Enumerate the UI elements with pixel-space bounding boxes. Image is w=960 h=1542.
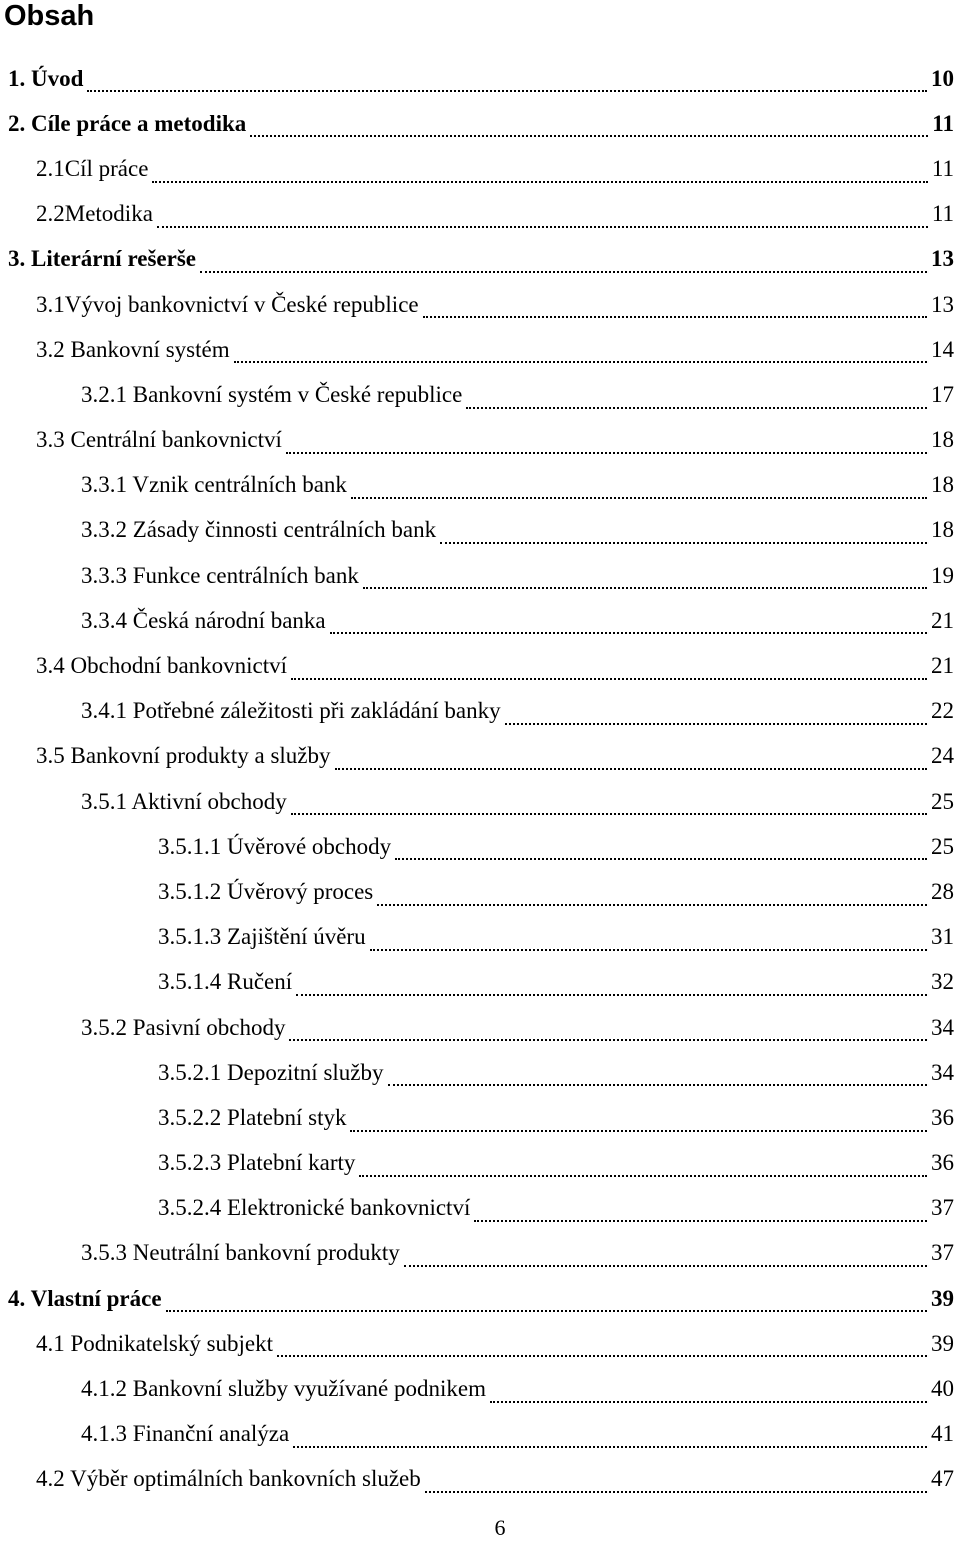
dot-leader [87, 90, 927, 92]
toc-entry-label: 3.3.1 Vznik centrálních bank [81, 472, 347, 498]
toc-entry[interactable] [0, 237, 960, 282]
toc-entry[interactable] [0, 1050, 960, 1095]
toc-entry-page: 25 [931, 788, 954, 814]
dot-leader [395, 858, 927, 860]
toc-entry-page: 13 [931, 291, 954, 317]
dot-leader [286, 452, 927, 454]
dot-leader [474, 1220, 927, 1222]
dot-leader [359, 1175, 927, 1177]
toc-entry-label: 3.5.2 Pasivní obchody [81, 1014, 286, 1040]
toc-entry-label: 1. Úvod [8, 65, 84, 91]
toc-entry-page: 10 [931, 65, 954, 91]
dot-leader [152, 181, 927, 183]
dot-leader [440, 542, 927, 544]
toc-entry[interactable] [0, 192, 960, 237]
table-of-contents [0, 56, 960, 1502]
toc-entry-label: 2.1Cíl práce [36, 155, 149, 181]
dot-leader [200, 271, 927, 273]
toc-entry-label: 3.5.1.3 Zajištění úvěru [158, 924, 366, 950]
toc-entry-label: 3.5.2.2 Platební styk [158, 1104, 347, 1130]
toc-entry-label: 3.5.1.2 Úvěrový proces [158, 878, 374, 904]
dot-leader [234, 361, 927, 363]
toc-entry[interactable] [0, 689, 960, 734]
dot-leader [363, 587, 927, 589]
dot-leader [335, 768, 928, 770]
toc-entry[interactable] [0, 146, 960, 191]
toc-entry-page: 21 [931, 607, 954, 633]
dot-leader [293, 1446, 927, 1448]
toc-entry-label: 4.1.2 Bankovní služby využívané podnikem [81, 1376, 486, 1402]
toc-entry-label: 2.2Metodika [36, 201, 153, 227]
toc-entry[interactable] [0, 1276, 960, 1321]
toc-entry-page: 36 [931, 1104, 954, 1130]
toc-entry-label: 3.3.2 Zásady činnosti centrálních bank [81, 517, 437, 543]
toc-entry-label: 3.3.4 Česká národní banka [81, 607, 326, 633]
toc-entry[interactable] [0, 1186, 960, 1231]
toc-entry-page: 18 [931, 517, 954, 543]
toc-entry-label: 3.5.1 Aktivní obchody [81, 788, 287, 814]
toc-entry-label: 3.4 Obchodní bankovnictví [36, 653, 288, 679]
toc-entry[interactable] [0, 282, 960, 327]
dot-leader [166, 1310, 927, 1312]
toc-entry-page: 22 [931, 698, 954, 724]
toc-entry[interactable] [0, 1141, 960, 1186]
page-title: Obsah [4, 0, 95, 32]
toc-entry-page: 14 [931, 336, 954, 362]
toc-entry-page: 31 [931, 924, 954, 950]
toc-entry-page: 39 [931, 1285, 954, 1311]
toc-entry[interactable] [0, 327, 960, 372]
dot-leader [350, 1130, 927, 1132]
toc-entry[interactable] [0, 1321, 960, 1366]
page-number: 6 [494, 1515, 506, 1540]
dot-leader [425, 1491, 927, 1493]
dot-leader [351, 497, 927, 499]
toc-entry[interactable] [0, 101, 960, 146]
toc-entry[interactable] [0, 598, 960, 643]
toc-entry-label: 2. Cíle práce a metodika [8, 110, 247, 136]
dot-leader [277, 1355, 927, 1357]
toc-entry-page: 25 [931, 833, 954, 859]
toc-entry-label: 3. Literární rešerše [8, 246, 196, 272]
toc-entry[interactable] [0, 1366, 960, 1411]
dot-leader [250, 135, 928, 137]
toc-entry-label: 3.5.2.1 Depozitní služby [158, 1059, 384, 1085]
dot-leader [505, 723, 927, 725]
toc-entry-page: 21 [931, 653, 954, 679]
toc-entry-page: 32 [931, 969, 954, 995]
toc-entry-page: 40 [931, 1376, 954, 1402]
toc-entry[interactable] [0, 372, 960, 417]
toc-entry[interactable] [0, 960, 960, 1005]
dot-leader [157, 226, 928, 228]
dot-leader [291, 678, 927, 680]
toc-entry-label: 4.2 Výběr optimálních bankovních služeb [36, 1466, 421, 1492]
toc-entry-page: 34 [931, 1014, 954, 1040]
dot-leader [423, 316, 927, 318]
toc-entry[interactable] [0, 1095, 960, 1140]
toc-entry-page: 37 [931, 1195, 954, 1221]
dot-leader [296, 994, 927, 996]
toc-entry[interactable] [0, 643, 960, 688]
toc-entry-page: 18 [931, 472, 954, 498]
toc-entry-label: 3.2 Bankovní systém [36, 336, 230, 362]
dot-leader [377, 904, 927, 906]
toc-entry-page: 41 [931, 1421, 954, 1447]
dot-leader [330, 632, 927, 634]
dot-leader [490, 1401, 927, 1403]
toc-entry-label: 3.5.1.1 Úvěrové obchody [158, 833, 392, 859]
dot-leader [404, 1265, 927, 1267]
toc-entry-page: 11 [932, 110, 954, 136]
toc-entry-page: 24 [931, 743, 954, 769]
toc-entry-label: 4. Vlastní práce [8, 1285, 162, 1311]
toc-entry-label: 4.1 Podnikatelský subjekt [36, 1330, 274, 1356]
toc-entry[interactable] [0, 56, 960, 101]
toc-entry-label: 3.5.2.3 Platební karty [158, 1150, 356, 1176]
toc-entry[interactable] [0, 734, 960, 779]
toc-entry-page: 34 [931, 1059, 954, 1085]
toc-entry-label: 3.4.1 Potřebné záležitosti při zakládání banky [81, 698, 501, 724]
toc-entry-label: 3.5.3 Neutrální bankovní produkty [81, 1240, 400, 1266]
toc-entry-page: 11 [931, 155, 954, 181]
toc-entry[interactable] [0, 463, 960, 508]
toc-entry[interactable] [0, 553, 960, 598]
toc-entry-page: 11 [931, 201, 954, 227]
dot-leader [370, 949, 927, 951]
toc-entry-page: 47 [931, 1466, 954, 1492]
toc-entry-page: 18 [931, 427, 954, 453]
toc-entry[interactable] [0, 1231, 960, 1276]
toc-entry[interactable] [0, 1412, 960, 1457]
toc-entry-page: 37 [931, 1240, 954, 1266]
toc-entry[interactable] [0, 824, 960, 869]
toc-entry[interactable] [0, 418, 960, 463]
toc-entry-page: 13 [931, 246, 954, 272]
toc-entry-label: 3.3 Centrální bankovnictví [36, 427, 282, 453]
dot-leader [466, 407, 927, 409]
toc-entry-page: 19 [931, 562, 954, 588]
toc-entry[interactable] [0, 915, 960, 960]
toc-entry[interactable] [0, 508, 960, 553]
toc-entry[interactable] [0, 779, 960, 824]
toc-entry-label: 3.2.1 Bankovní systém v České republice [81, 381, 463, 407]
toc-entry[interactable] [0, 869, 960, 914]
toc-entry-label: 3.5.1.4 Ručení [158, 969, 293, 995]
dot-leader [291, 813, 927, 815]
toc-entry-page: 28 [931, 878, 954, 904]
toc-entry-page: 39 [931, 1330, 954, 1356]
toc-entry-label: 4.1.3 Finanční analýza [81, 1421, 290, 1447]
toc-entry[interactable] [0, 1005, 960, 1050]
toc-entry-page: 17 [931, 381, 954, 407]
toc-entry[interactable] [0, 1457, 960, 1502]
dot-leader [289, 1039, 927, 1041]
toc-entry-page: 36 [931, 1150, 954, 1176]
toc-entry-label: 3.5 Bankovní produkty a služby [36, 743, 331, 769]
toc-entry-label: 3.5.2.4 Elektronické bankovnictví [158, 1195, 471, 1221]
toc-entry-label: 3.3.3 Funkce centrálních bank [81, 562, 359, 588]
toc-entry-label: 3.1Vývoj bankovnictví v České republice [36, 291, 419, 317]
dot-leader [388, 1084, 928, 1086]
